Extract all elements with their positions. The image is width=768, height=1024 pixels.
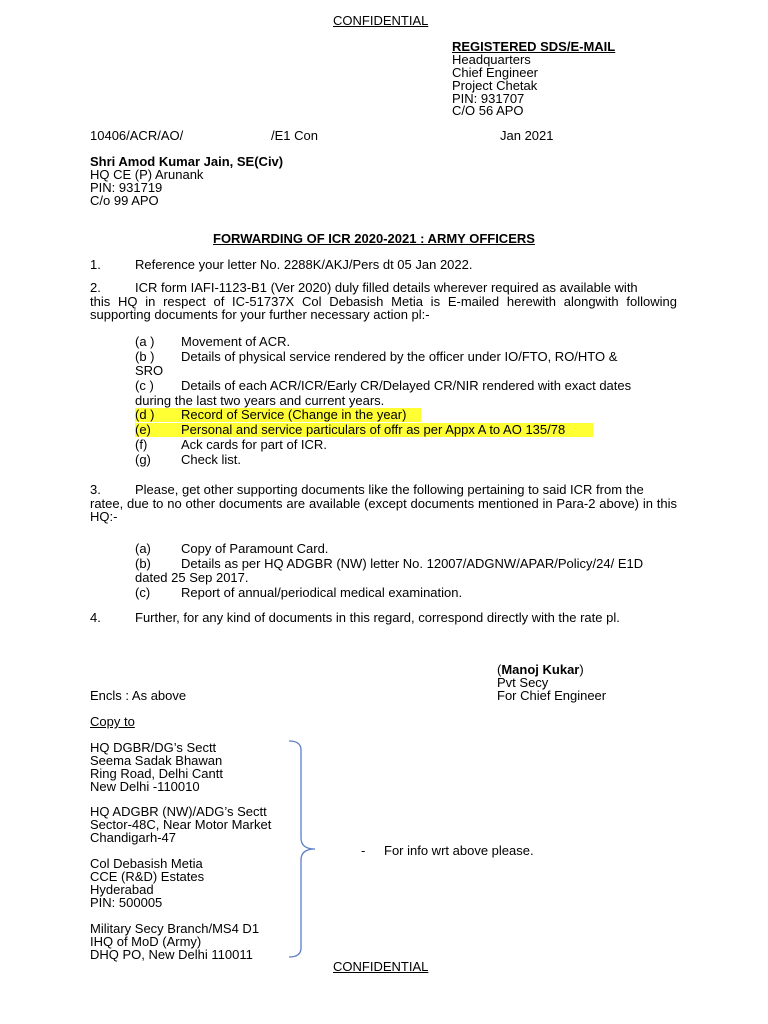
file-section: /E1 Con — [271, 128, 318, 143]
item-text: Details of each ACR/ICR/Early CR/Delayed CR/NIR rendered with exact dates — [181, 378, 632, 393]
addressee-name: Shri Amod Kumar Jain, SE(Civ) — [90, 154, 284, 169]
sender-line: PIN: 931707 — [452, 91, 525, 106]
item-label: (a ) — [135, 334, 155, 349]
right-brace-icon — [285, 738, 325, 960]
item-text: Check list. — [181, 452, 241, 467]
para-4-text: Further, for any kind of documents in this regard, correspond directly with the rate pl. — [135, 610, 620, 625]
bracket-close: ) — [579, 662, 584, 677]
sender-line: Chief Engineer — [452, 65, 538, 80]
recipient-line: Seema Sadak Bhawan — [90, 753, 223, 768]
para-number: 1. — [90, 257, 101, 272]
item-label: (g) — [135, 452, 151, 467]
recipient-line: Col Debasish Metia — [90, 856, 203, 871]
sender-line: C/O 56 APO — [452, 103, 524, 118]
item-label: (c ) — [135, 378, 154, 393]
para-1-text: Reference your letter No. 2288K/AKJ/Pers dt 05 Jan 2022. — [135, 257, 473, 272]
recipient-line: New Delhi -110010 — [90, 779, 200, 794]
enclosures: Encls : As above — [90, 688, 187, 703]
item-text: Movement of ACR. — [181, 334, 291, 349]
item-text: Details as per HQ ADGBR (NW) letter No. 12007/ADGNW/APAR/Policy/24/ E1D — [181, 556, 644, 571]
item-label: (d ) — [135, 407, 155, 422]
item-text: Ack cards for part of ICR. — [181, 437, 327, 452]
recipient-line: DHQ PO, New Delhi 110011 — [90, 947, 253, 962]
signatory-name: Manoj Kukar — [501, 662, 580, 677]
recipient-line: Chandigarh-47 — [90, 830, 177, 845]
bracket-open: ( — [497, 662, 502, 677]
classification-header: CONFIDENTIAL — [333, 13, 429, 28]
item-label: (c) — [135, 585, 151, 600]
item-text-continued: during the last two years and current years. — [135, 393, 385, 408]
para-number: 4. — [90, 610, 101, 625]
item-text: Personal and service particulars of offr as per Appx A to AO 135/78 — [181, 422, 566, 437]
item-text-continued: dated 25 Sep 2017. — [135, 570, 249, 585]
letter-date: Jan 2021 — [500, 128, 554, 143]
copy-note-dash: - — [361, 843, 366, 858]
item-text: Record of Service (Change in the year) — [181, 407, 407, 422]
signatory-designation: Pvt Secy — [497, 675, 549, 690]
item-text: Report of annual/periodical medical examination. — [181, 585, 463, 600]
recipient-line: PIN: 500005 — [90, 895, 163, 910]
recipient-line: HQ ADGBR (NW)/ADG’s Sectt — [90, 804, 267, 819]
item-text: Details of physical service rendered by the officer under IO/FTO, RO/HTO & — [181, 349, 618, 364]
addressee-line: HQ CE (P) Arunank — [90, 167, 204, 182]
recipient-line: Hyderabad — [90, 882, 154, 897]
para-number: 3. — [90, 482, 101, 497]
subject-heading: FORWARDING OF ICR 2020-2021 : ARMY OFFICERS — [213, 231, 535, 246]
item-label: (e) — [135, 422, 151, 437]
item-label: (f) — [135, 437, 148, 452]
recipient-line: Military Secy Branch/MS4 D1 — [90, 921, 260, 936]
recipient-line: IHQ of MoD (Army) — [90, 934, 202, 949]
sender-line: Headquarters — [452, 52, 531, 67]
file-number: 10406/ACR/AO/ — [90, 128, 184, 143]
copy-note: For info wrt above please. — [384, 843, 534, 858]
copy-to-heading: Copy to — [90, 714, 135, 729]
para-2-body: this HQ in respect of IC-51737X Col Debasish Metia is E-mailed herewith alongwith following supporting documents for your further necessary action pl:- — [90, 294, 677, 322]
addressee-line: C/o 99 APO — [90, 193, 159, 208]
item-text-continued: SRO — [135, 363, 164, 378]
item-text: Copy of Paramount Card. — [181, 541, 329, 556]
para-number: 2. — [90, 280, 101, 295]
addressee-line: PIN: 931719 — [90, 180, 163, 195]
item-label: (b) — [135, 556, 151, 571]
para-2-first-line: ICR form IAFI-1123-B1 (Ver 2020) duly filled details wherever required as available with — [135, 280, 638, 295]
signatory-for: For Chief Engineer — [497, 688, 607, 703]
highlighted-item-d — [135, 408, 421, 422]
recipient-line: CCE (R&D) Estates — [90, 869, 205, 884]
highlighted-item-e — [135, 423, 593, 437]
para-3-first-line: Please, get other supporting documents like the following pertaining to said ICR from the — [135, 482, 644, 497]
item-label: (a) — [135, 541, 151, 556]
mailing-mode: REGISTERED SDS/E-MAIL — [452, 39, 616, 54]
recipient-line: HQ DGBR/DG’s Sectt — [90, 740, 217, 755]
sender-line: Project Chetak — [452, 78, 538, 93]
classification-footer: CONFIDENTIAL — [333, 959, 429, 974]
para-3-body: ratee, due to no other documents are available (except documents mentioned in Para-2 above) in this HQ:- — [90, 496, 677, 524]
item-label: (b ) — [135, 349, 155, 364]
recipient-line: Ring Road, Delhi Cantt — [90, 766, 223, 781]
recipient-line: Sector-48C, Near Motor Market — [90, 817, 272, 832]
